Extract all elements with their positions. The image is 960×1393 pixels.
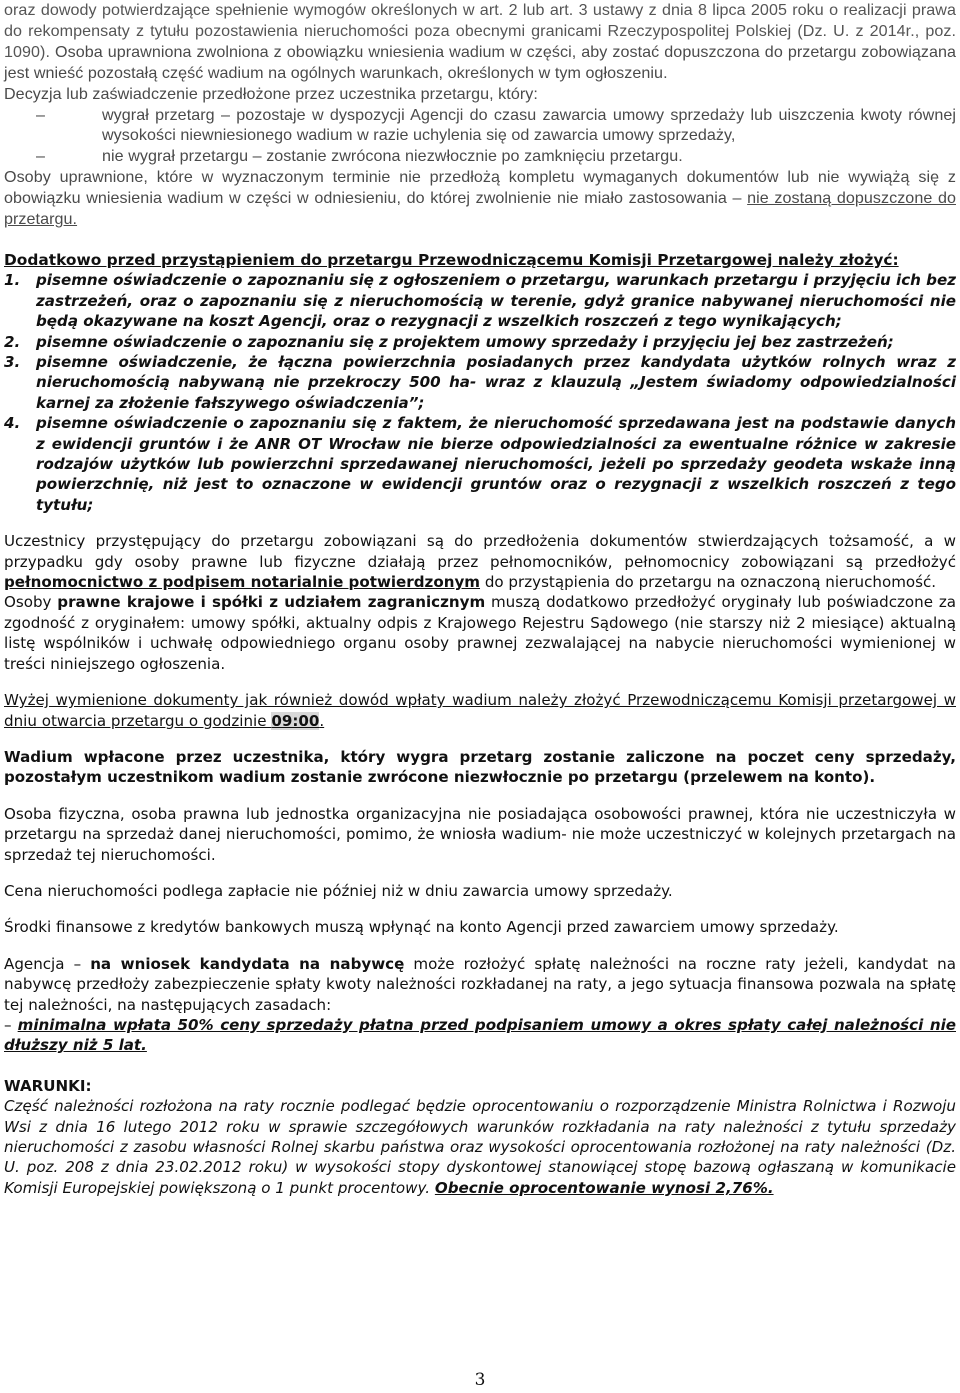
item-number: 1. (4, 271, 21, 290)
item-text: pisemne oświadczenie, że łączna powierzchnia posiadanych przez kandydata użytków rolnych wraz z nieruchomością nabywaną nie przekroczy 500 ha- wraz z klauzulą „Jestem świadomy odpowiedzialności karnej za złożenie fałszywego oświadczenia”; (36, 353, 956, 412)
item-number: 2. (4, 332, 21, 351)
legal-entities-text-b: muszą dodatkowo przedłożyć oryginały lub poświadczone za zgodność z oryginałem: umowy spółki, aktualny odpis z Krajowego Rejestru Sądowego (nie starszy niż 2 miesiące) aktualną listę wspólników i uchwałę odpowiedniego organu osoby prawnej zezwalającej na nabycie nieruchomości wymienionej w treści niniejszego ogłoszenia. (4, 593, 956, 673)
intro-tail-text: Osoba uprawniona zwolniona z obowiązku wniesienia wadium w części, aby zostać dopuszczona do przetargu zobowiązana jest wnieść pozostałą część wadium na ogólnych warunkach, określonych w tym ogłoszeniu. (4, 42, 956, 82)
decision-intro: Decyzja lub zaświadczenie przedłożone przez uczestnika przetargu, który: (4, 84, 538, 103)
additional-item (4, 413, 956, 515)
legal-entities-paragraph (4, 592, 956, 674)
additional-list (4, 270, 956, 515)
item-text: pisemne oświadczenie o zapoznaniu się z ogłoszeniem o przetargu, warunkach przetargu i przyjęciu ich bez zastrzeżeń, oraz o zapoznaniu się z nieruchomością w terenie, gdyż granice nabywanej nieruchomości nie będą okazywane na koszt Agencji, oraz o rezygnacji z wszelkich roszczeń z tego wynikających; (36, 271, 956, 331)
forfeit-paragraph: Osoba fizyczna, osoba prawna lub jednostka organizacyjna nie posiadająca osobowości prawnej, która nie uczestniczyła w przetargu na sprzedaż danej nieruchomości, pomimo, że wniosła wadium- nie może uczestniczyć w kolejnych przetargach na sprzedaż tej nieruchomości. (4, 804, 956, 864)
legal-entities-text-a: Osoby (4, 593, 58, 612)
intro-paragraph (4, 0, 956, 84)
intro-lead-text: oraz dowody potwierdzające spełnienie wymogów określonych w art. 2 lub art. 3 ustawy z dnia 8 lipca 2005 roku o realizacji prawa do rekompensaty z tytułu pozostawienia nieruchomości poza obecnymi granicami Rzeczypospolitej Polskiej (Dz. U. z 2014r., poz. 1090). (4, 1, 956, 61)
intro-block (4, 0, 956, 230)
price-paragraph: Cena nieruchomości podlega zapłacie nie później niż w dniu zawarcia umowy sprzedaży. (4, 881, 673, 900)
item-text: pisemne oświadczenie o zapoznaniu się z projektem umowy sprzedaży i przyjęciu jej bez zastrzeżeń; (36, 332, 894, 351)
installments-text-a: Agencja – (4, 954, 91, 973)
power-of-attorney-text: pełnomocnictwo z podpisem notarialnie potwierdzonym (4, 573, 481, 592)
decision-item-lost: – nie wygrał przetargu – zostanie zwrócona niezwłocznie po zamknięciu przetargu. (4, 146, 956, 167)
installments-rule-text: minimalna wpłata 50% ceny sprzedaży płatna przed podpisaniem umowy a okres spłaty całej należności nie dłuższy niż 5 lat. (4, 1015, 956, 1055)
installments-paragraph (4, 954, 956, 1015)
additional-item (4, 270, 956, 331)
item-number: 4. (4, 414, 21, 433)
additional-item (4, 352, 956, 413)
item-number: 3. (4, 353, 21, 371)
entitled-paragraph (4, 167, 956, 230)
opening-time: 09:00 (271, 711, 320, 730)
decision-list (4, 105, 956, 168)
item-text: pisemne oświadczenie o zapoznaniu się z faktem, że nieruchomość sprzedawana jest na podstawie danych z ewidencji gruntów i że ANR OT Wrocław nie bierze odpowiedzialności za ewentualne różnice w zakresie rodzajów użytków lub powierzchni sprzedawanej nieruchomości, jeżeli po sprzedaży geodeta wskaże inną powierzchnię, niż jest to oznaczone w ewidencji gruntów oraz o rezygnacji z wszelkich roszczeń z tego tytułu; (36, 414, 956, 514)
decision-item-won: – wygrał przetarg – pozostaje w dyspozycji Agencji do czasu zawarcia umowy sprzedaży lub uiszczenia kwoty równej wysokości niewniesionego wadium w razie uchylenia się od zawarcia umowy sprzedaży, (4, 105, 956, 147)
documents-text: Wyżej wymienione dokumenty jak również dowód wpłaty wadium należy złożyć Przewodniczącemu Komisji przetargowej w dniu otwarcia przetargu o godzinie (4, 691, 956, 730)
legal-entities-bold: prawne krajowe i spółki z udziałem zagranicznym (57, 593, 486, 612)
participants-paragraph (4, 531, 956, 592)
credit-paragraph: Środki finansowe z kredytów bankowych muszą wpłynąć na konto Agencji przed zawarciem umowy sprzedaży. (4, 918, 839, 937)
participants-text-a: Uczestnicy przystępujący do przetargu zobowiązani są do przedłożenia dokumentów stwierdzających tożsamość, a w przypadku gdy osoby prawne lub fizyczne działają przez pełnomocników, pełnomocnicy zobowiązani są przedłożyć (4, 532, 956, 571)
documents-end: . (319, 711, 325, 730)
deposit-paragraph: Wadium wpłacone przez uczestnika, który wygra przetarg zostanie zaliczone na poczet ceny sprzedaży, pozostałym uczestnikom wadium zostanie zwrócone niezwłocznie po przetargu (przelewem na konto). (4, 747, 956, 787)
conditions-paragraph (4, 1096, 956, 1198)
installments-dash: – (4, 1015, 18, 1034)
current-interest-rate: Obecnie oprocentowanie wynosi 2,76%. (434, 1178, 774, 1197)
installments-text-b: może rozłożyć spłatę należności na roczne raty jeżeli, kandydat na nabywcę przedłoży zabezpieczenie spłaty kwoty należności rozkładanej na raty, a jego sytuacja finansowa pozwala na spłatę tej należności, na następujących zasadach: (4, 954, 956, 1014)
conditions-heading: WARUNKI: (4, 1076, 92, 1095)
installments-rule (4, 1015, 956, 1056)
page-number: 3 (474, 1370, 486, 1390)
installments-bold: na wniosek kandydata na nabywcę (90, 954, 405, 973)
documents-paragraph (4, 690, 956, 731)
conditions-text: Część należności rozłożona na raty rocznie podlegać będzie oprocentowaniu o rozporządzenie Ministra Rolnictwa i Rozwoju Wsi z dnia 16 lutego 2012 roku w sprawie szczegółowych warunków rozkładania na raty należności z tytułu sprzedaży nieruchomości z zasobu własności Rolnej skarbu państwa oraz wysokości oprocentowania rozłożonej na raty należności (Dz. U. poz. 208 z dnia 23.02.2012 roku) w wysokości stopy dyskontowej stanowiącej stopę bazową ogłaszaną w komunikacie Komisji Europejskiej powiększoną o 1 punkt procentowy. (4, 1097, 956, 1197)
additional-heading: Dodatkowo przed przystąpieniem do przetargu Przewodniczącemu Komisji Przetargowej należy złożyć: (4, 250, 899, 269)
additional-item (4, 332, 956, 352)
participants-text-b: do przystąpienia do przetargu na oznaczoną nieruchomość. (480, 573, 937, 592)
entitled-underlined: nie zostaną dopuszczone do przetargu. (4, 189, 956, 229)
entitled-text: Osoby uprawnione, które w wyznaczonym terminie nie przedłożą kompletu wymaganych dokumentów lub nie wywiążą się z obowiązku wniesienia wadium w części w odniesieniu, do której zwolnienie nie miało zastosowania – (4, 168, 956, 208)
